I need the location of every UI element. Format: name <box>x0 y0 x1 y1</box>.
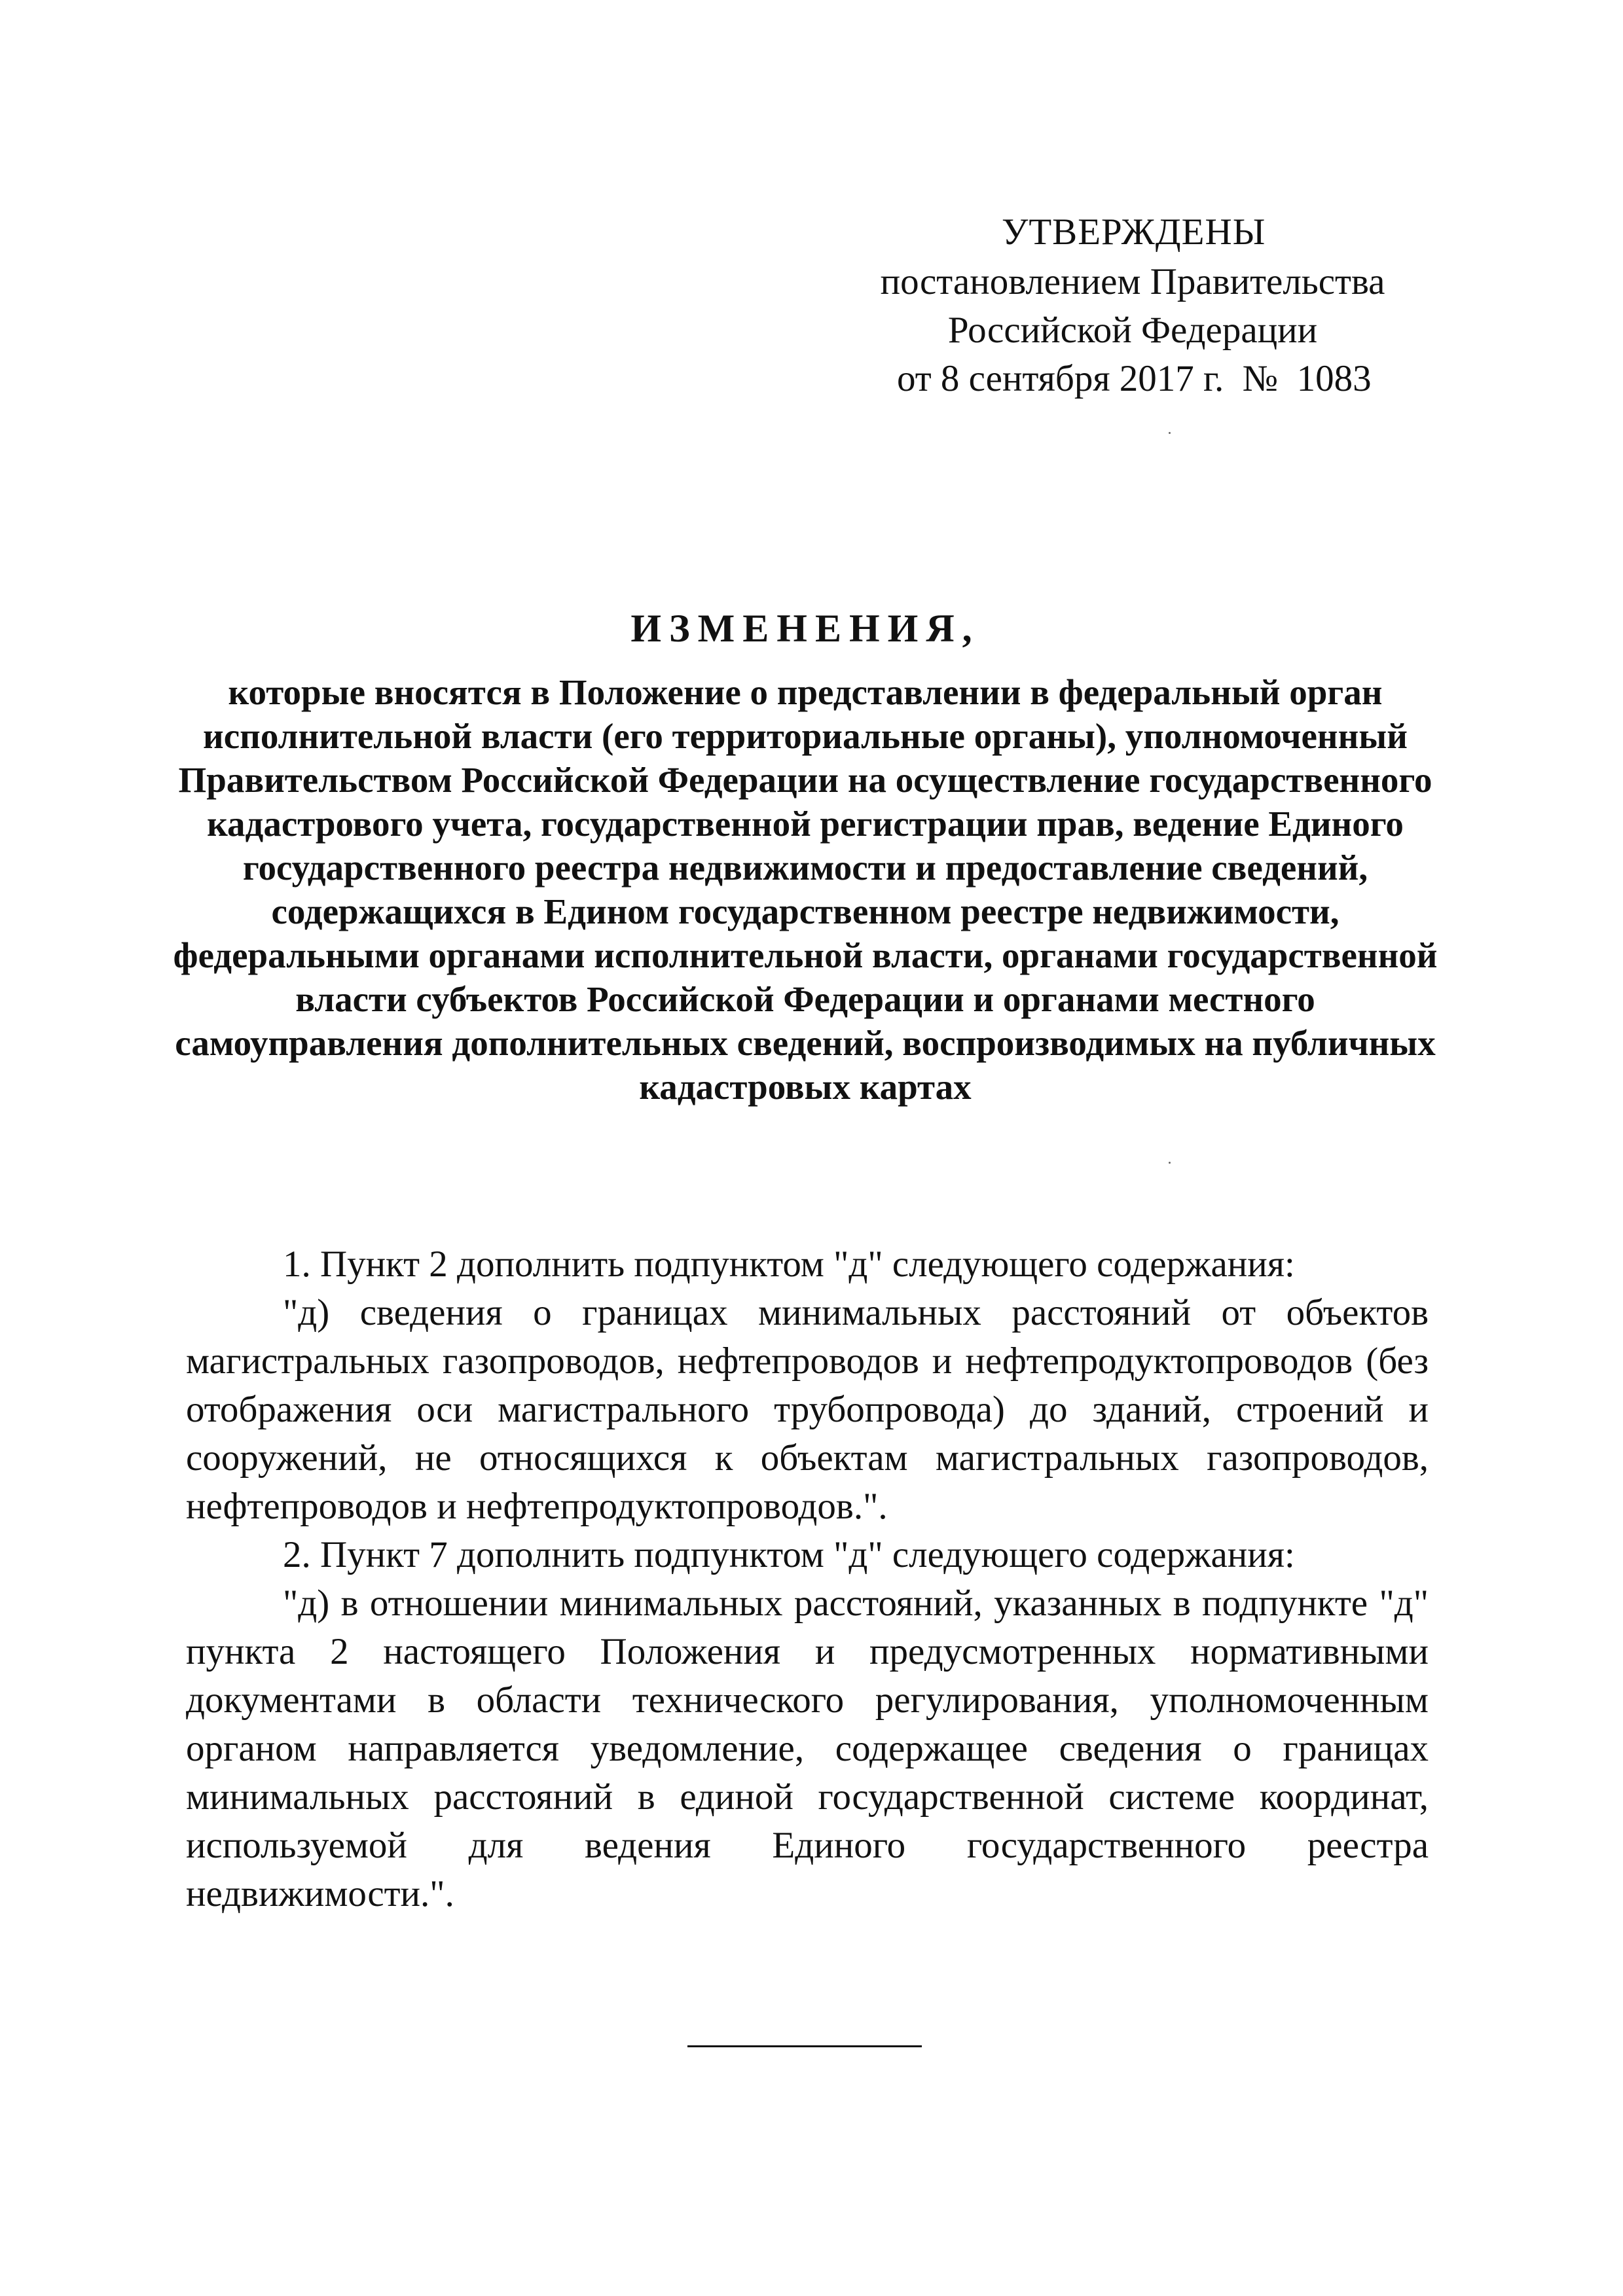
scan-speck <box>1169 432 1171 434</box>
approval-stamp <box>845 208 1434 403</box>
approval-line-decree: постановлением Правительства <box>880 261 1385 302</box>
end-divider-line <box>687 2045 922 2047</box>
approval-line-federation: Российской Федерации <box>947 310 1318 351</box>
paragraph-item-2: 2. Пункт 7 дополнить подпунктом "д" следующего содержания: <box>283 1534 1295 1575</box>
approval-heading: УТВЕРЖДЕНЫ <box>1002 211 1266 253</box>
approval-line-date-number: от 8 сентября 2017 г. № 1083 <box>897 358 1372 399</box>
document-body <box>186 1240 1429 1918</box>
paragraph-item-2-text: "д) в отношении минимальных расстояний, указанных в подпункте "д" пункта 2 настоящего Положения и предусмотренных нормативными документами в области технического регулирования, уполномоченным органом направляется уведомление, содержащее сведения о границах минимальных расстояний в единой государственной системе координат, используемой для ведения Единого государственного реестра недвижимости.". <box>186 1583 1429 1914</box>
paragraph-item-1-text: "д) сведения о границах минимальных расстояний от объектов магистральных газопроводов, нефтепроводов и нефтепродуктопроводов (без отображения оси магистрального трубопровода) до зданий, строений и сооружений, не относящихся к объектам магистральных газопроводов, нефтепроводов и нефтепродуктопроводов.". <box>186 1292 1429 1527</box>
document-subtitle: которые вносятся в Положение о представлении в федеральный орган исполнительной власти (его территориальные органы), уполномоченный Правительством Российской Федерации на осуществление государственного кадастрового учета, государственной регистрации прав, ведение Единого государственного реестра недвижимости и предоставление сведений, содержащихся в Едином государственном реестре недвижимости, федеральными органами исполнительной власти, органами государственной власти субъектов Российской Федерации и органами местного самоуправления дополнительных сведений, воспроизводимых на публичных кадастровых картах <box>173 672 1438 1107</box>
scan-speck <box>1169 1162 1171 1164</box>
document-title: ИЗМЕНЕНИЯ, <box>630 607 980 650</box>
paragraph-item-1: 1. Пункт 2 дополнить подпунктом "д" следующего содержания: <box>283 1244 1295 1285</box>
document-title-block <box>131 602 1480 1109</box>
